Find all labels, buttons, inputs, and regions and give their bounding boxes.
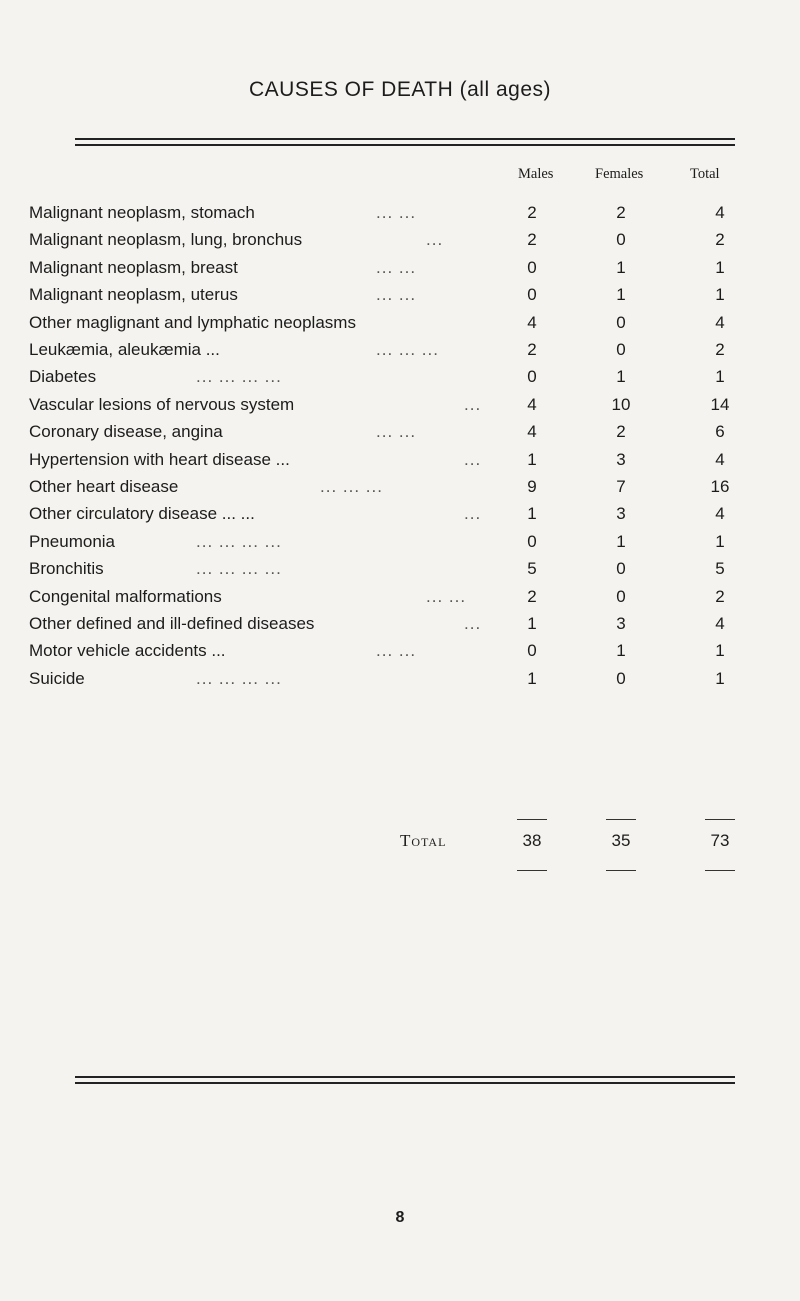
leader-dots: ... ... (426, 586, 467, 606)
cell-total: 4 (715, 614, 725, 633)
cell-females: 0 (616, 230, 626, 250)
cell-total: 4 (715, 312, 725, 332)
cell-females: 1 (616, 531, 626, 551)
leader-dots: ... ... ... ... (196, 559, 282, 579)
cell-females: 10 (611, 394, 631, 414)
total-males: 38 (522, 831, 542, 850)
cell-females: 0 (616, 340, 626, 359)
cause-label: Other maglignant and lymphatic neoplasms (29, 312, 356, 332)
total-underline-total (705, 870, 735, 871)
leader-dots: ... ... ... ... (196, 668, 282, 688)
table-row (0, 230, 800, 256)
total-rule-females (606, 819, 636, 820)
leader-dots: ... ... ... (320, 477, 383, 496)
table-row (0, 367, 800, 393)
leader-dots: ... (426, 230, 444, 250)
table-row (0, 477, 800, 503)
cell-males: 4 (527, 422, 537, 442)
table-row (0, 669, 800, 695)
cell-males: 5 (527, 559, 537, 579)
table-row (0, 587, 800, 613)
cell-males: 0 (527, 531, 537, 551)
cause-label: Pneumonia (29, 531, 116, 551)
table-row (0, 313, 800, 339)
cell-females: 3 (616, 449, 626, 469)
cause-label: Malignant neoplasm, lung, bronchus (29, 230, 303, 250)
total-rule-total (705, 819, 735, 820)
cell-females: 2 (616, 422, 626, 442)
cause-label: Vascular lesions of nervous system (29, 394, 295, 414)
cause-label: Malignant neoplasm, breast (29, 257, 238, 277)
cell-females: 1 (616, 257, 626, 277)
cell-total: 1 (715, 257, 725, 277)
cause-label: Diabetes (29, 367, 97, 387)
cell-total: 1 (715, 641, 725, 661)
total-total: 73 (710, 831, 730, 850)
top-rule (75, 138, 735, 140)
cell-males: 4 (527, 312, 537, 332)
cell-males: 0 (527, 257, 537, 277)
table-row (0, 422, 800, 448)
leader-dots: ... ... ... ... (196, 367, 282, 387)
cell-females: 0 (616, 668, 626, 688)
cell-females: 0 (616, 312, 626, 332)
cell-total: 5 (715, 559, 725, 579)
leader-dots: ... ... (376, 257, 417, 277)
cause-label: Congenital malformations (29, 586, 222, 606)
table-row (0, 203, 800, 229)
cell-total: 1 (715, 531, 725, 551)
table-row (0, 258, 800, 284)
cell-females: 2 (616, 203, 626, 222)
column-header-total: Total (690, 166, 720, 182)
cell-total: 2 (715, 340, 725, 359)
cell-females: 3 (616, 614, 626, 633)
cell-total: 1 (715, 285, 725, 305)
cell-total: 16 (710, 477, 730, 496)
cell-males: 2 (527, 340, 537, 359)
cause-label: Hypertension with heart disease ... (29, 449, 290, 469)
column-header-females: Females (595, 166, 644, 182)
table-row (0, 641, 800, 667)
table-row (0, 395, 800, 421)
table-row (0, 504, 800, 530)
table-row (0, 614, 800, 640)
leader-dots: ... ... ... (376, 340, 439, 359)
cell-total: 6 (715, 422, 725, 442)
leader-dots: ... (464, 394, 482, 414)
cell-males: 0 (527, 285, 537, 305)
leader-dots: ... ... (376, 641, 417, 661)
cell-females: 1 (616, 367, 626, 387)
cell-total: 4 (715, 203, 725, 222)
page-number: 8 (395, 1209, 405, 1226)
leader-dots: ... ... ... ... (196, 531, 282, 551)
cell-males: 1 (527, 614, 537, 633)
table-row (0, 559, 800, 585)
table-row (0, 285, 800, 311)
cause-label: Other heart disease (29, 477, 179, 496)
total-females: 35 (611, 831, 631, 850)
cell-males: 0 (527, 367, 537, 387)
leader-dots: ... (464, 504, 482, 524)
cell-males: 2 (527, 203, 537, 222)
cell-males: 9 (527, 477, 537, 496)
table-row (0, 450, 800, 476)
cell-females: 0 (616, 559, 626, 579)
cell-females: 7 (616, 477, 626, 496)
cell-males: 4 (527, 394, 537, 414)
leader-dots: ... (464, 449, 482, 469)
total-underline-females (606, 870, 636, 871)
cell-total: 1 (715, 668, 725, 688)
cell-total: 2 (715, 230, 725, 250)
cell-males: 0 (527, 641, 537, 661)
cell-total: 4 (715, 449, 725, 469)
cell-total: 1 (715, 367, 725, 387)
cause-label: Motor vehicle accidents ... (29, 641, 226, 661)
cell-females: 1 (616, 641, 626, 661)
cell-total: 14 (710, 394, 730, 414)
page-title: CAUSES OF DEATH (all ages) (248, 78, 551, 101)
bottom-rule-second (75, 1082, 735, 1084)
cell-males: 2 (527, 586, 537, 606)
cause-label: Suicide (29, 668, 85, 688)
cell-males: 1 (527, 504, 537, 524)
leader-dots: ... ... (376, 422, 417, 442)
total-rule-males (517, 819, 547, 820)
leader-dots: ... ... (376, 285, 417, 305)
cause-label: Bronchitis (29, 559, 104, 579)
cell-total: 4 (715, 504, 725, 524)
column-header-males: Males (518, 166, 554, 182)
cause-label: Leukæmia, aleukæmia ... (29, 340, 220, 359)
total-label: Total (400, 831, 447, 850)
cell-females: 0 (616, 586, 626, 606)
cell-total: 2 (715, 586, 725, 606)
cell-males: 1 (527, 668, 537, 688)
cell-males: 1 (527, 449, 537, 469)
table-row (0, 340, 800, 366)
cause-label: Coronary disease, angina (29, 422, 223, 442)
cause-label: Other defined and ill-defined diseases (29, 614, 315, 633)
cell-males: 2 (527, 230, 537, 250)
table-row (0, 532, 800, 558)
leader-dots: ... ... (376, 203, 417, 222)
cell-females: 3 (616, 504, 626, 524)
cause-label: Malignant neoplasm, uterus (29, 285, 238, 305)
leader-dots: ... (464, 614, 482, 633)
cause-label: Malignant neoplasm, stomach (29, 203, 255, 222)
total-underline-males (517, 870, 547, 871)
top-rule-second (75, 144, 735, 146)
cell-females: 1 (616, 285, 626, 305)
cause-label: Other circulatory disease ... ... (29, 504, 255, 524)
bottom-rule (75, 1076, 735, 1078)
